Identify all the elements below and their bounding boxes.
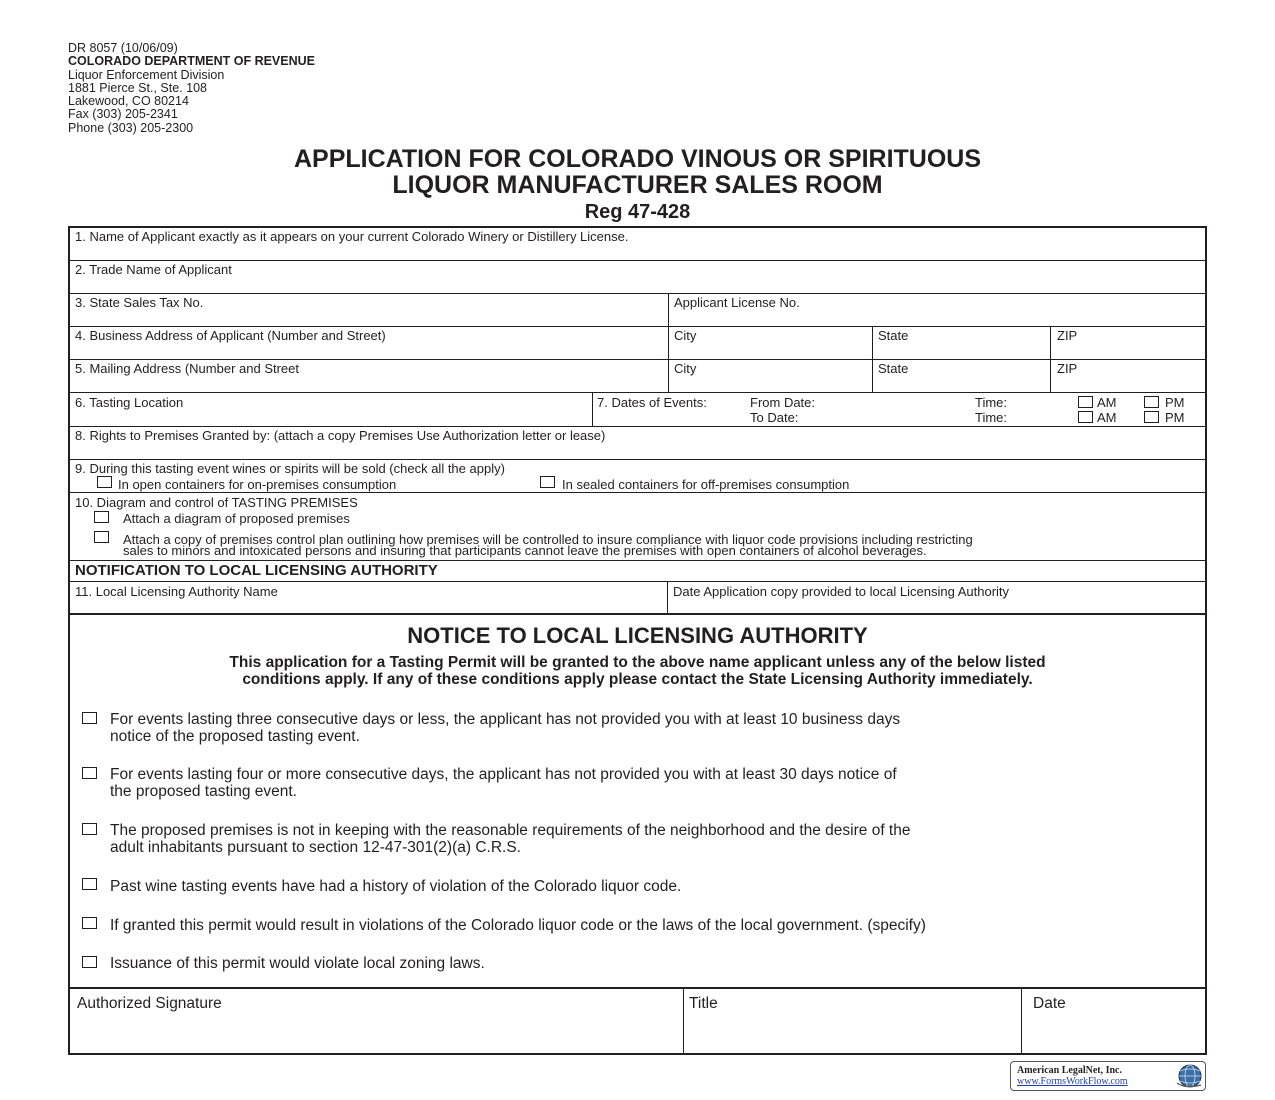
- globe-icon: [1175, 1063, 1203, 1089]
- business-city-label: City: [674, 328, 697, 343]
- from-pm-checkbox[interactable]: [1144, 396, 1159, 408]
- attach-plan-checkbox[interactable]: [94, 531, 109, 543]
- section-divider: [70, 987, 1205, 989]
- row-divider: [70, 293, 1205, 294]
- page-title-line-1: APPLICATION FOR COLORADO VINOUS OR SPIRITUOUS: [293, 145, 982, 173]
- condition-checkbox-3[interactable]: [82, 823, 97, 835]
- sealed-containers-label: In sealed containers for off-premises consumption: [562, 477, 850, 492]
- tasting-location-label: 6. Tasting Location: [75, 395, 184, 410]
- diagram-control-label: 10. Diagram and control of TASTING PREMISES: [75, 495, 358, 510]
- to-pm-label: PM: [1165, 410, 1185, 425]
- row-divider: [70, 392, 1205, 393]
- department-name: COLORADO DEPARTMENT OF REVENUE: [68, 54, 315, 69]
- sales-tax-label: 3. State Sales Tax No.: [75, 295, 204, 310]
- condition-1: [110, 711, 1197, 745]
- column-divider: [1021, 988, 1022, 1055]
- division-name: Liquor Enforcement Division: [68, 67, 225, 82]
- business-zip-label: ZIP: [1057, 328, 1078, 343]
- open-containers-checkbox[interactable]: [97, 476, 112, 488]
- from-time-label: Time:: [975, 395, 1008, 410]
- row-divider: [70, 492, 1205, 493]
- to-am-checkbox[interactable]: [1078, 411, 1093, 423]
- sealed-containers-checkbox[interactable]: [540, 476, 555, 488]
- form-number: DR 8057 (10/06/09): [68, 41, 178, 55]
- to-time-label: Time:: [975, 410, 1008, 425]
- business-state-label: State: [878, 328, 909, 343]
- notice-heading: NOTICE TO LOCAL LICENSING AUTHORITY: [407, 623, 868, 648]
- regulation-number: Reg 47-428: [584, 201, 691, 223]
- from-date-label: From Date:: [750, 395, 816, 410]
- premises-rights-label: 8. Rights to Premises Granted by: (attach a copy Premises Use Authorization letter or lease): [75, 428, 606, 443]
- application-form: [68, 226, 1207, 1055]
- american-legalnet-logo[interactable]: [1010, 1061, 1206, 1091]
- condition-2: [110, 766, 1197, 800]
- condition-checkbox-4[interactable]: [82, 878, 97, 890]
- attach-plan-label-line-2: sales to minors and intoxicated persons and insuring that participants cannot leave the premises with open containers of alcohol beverages.: [123, 543, 927, 558]
- condition-checkbox-2[interactable]: [82, 767, 97, 779]
- section-divider: [70, 613, 1205, 615]
- to-pm-checkbox[interactable]: [1144, 411, 1159, 423]
- applicant-name-label: 1. Name of Applicant exactly as it appears on your current Colorado Winery or Distillery License.: [75, 229, 629, 244]
- date-provided-label: Date Application copy provided to local Licensing Authority: [673, 584, 1010, 599]
- attach-diagram-label: Attach a diagram of proposed premises: [123, 511, 350, 526]
- sales-type-label: 9. During this tasting event wines or spirits will be sold (check all the apply): [75, 461, 505, 476]
- department-header: [68, 42, 315, 135]
- page-title-line-2: LIQUOR MANUFACTURER SALES ROOM: [392, 171, 883, 199]
- mailing-city-label: City: [674, 361, 697, 376]
- condition-checkbox-1[interactable]: [82, 712, 97, 724]
- column-divider: [667, 581, 668, 613]
- column-divider: [668, 293, 669, 392]
- phone-number: Phone (303) 205-2300: [68, 120, 194, 135]
- row-divider: [70, 359, 1205, 360]
- mailing-address-label: 5. Mailing Address (Number and Street: [75, 361, 299, 376]
- signature-date-label: Date: [1033, 995, 1066, 1012]
- row-divider: [70, 581, 1205, 582]
- license-number-label: Applicant License No.: [674, 295, 800, 310]
- fax-number: Fax (303) 205-2341: [68, 107, 178, 122]
- row-divider: [70, 560, 1205, 561]
- condition-checkbox-5[interactable]: [82, 917, 97, 929]
- authorized-signature-label: Authorized Signature: [77, 995, 222, 1012]
- address-line-2: Lakewood, CO 80214: [68, 94, 189, 109]
- to-date-label: To Date:: [750, 410, 799, 425]
- notice-intro-line-2: conditions apply. If any of these conditions apply please contact the State Licensing Authority immediately.: [242, 671, 1033, 688]
- condition-5: If granted this permit would result in violations of the Colorado liquor code or the laws of the local government. (specify): [110, 917, 926, 934]
- condition-3-line-1: The proposed premises is not in keeping with the reasonable requirements of the neighborhood and the desire of the: [110, 822, 911, 839]
- attach-plan-label-line-1: Attach a copy of premises control plan outlining how premises will be controlled to insure compliance with liquor code provisions including restricting: [123, 532, 973, 547]
- mailing-state-label: State: [878, 361, 909, 376]
- condition-4: Past wine tasting events have had a history of violation of the Colorado liquor code.: [110, 878, 682, 895]
- row-divider: [70, 459, 1205, 460]
- condition-6: Issuance of this permit would violate local zoning laws.: [110, 955, 485, 972]
- notice-intro: [80, 654, 1195, 688]
- column-divider: [872, 326, 873, 392]
- address-line-1: 1881 Pierce St., Ste. 108: [68, 80, 207, 95]
- condition-2-line-2: the proposed tasting event.: [110, 783, 297, 800]
- trade-name-label: 2. Trade Name of Applicant: [75, 262, 232, 277]
- attach-diagram-checkbox[interactable]: [94, 511, 109, 523]
- condition-3-line-2: adult inhabitants pursuant to section 12-47-301(2)(a) C.R.S.: [110, 839, 521, 856]
- row-divider: [70, 326, 1205, 327]
- local-authority-label: 11. Local Licensing Authority Name: [75, 584, 278, 599]
- notification-heading: NOTIFICATION TO LOCAL LICENSING AUTHORITY: [75, 562, 438, 579]
- logo-url-link[interactable]: www.FormsWorkFlow.com: [1017, 1076, 1128, 1087]
- event-dates-label: 7. Dates of Events:: [597, 395, 707, 410]
- mailing-zip-label: ZIP: [1057, 361, 1078, 376]
- condition-1-line-1: For events lasting three consecutive days or less, the applicant has not provided you with at least 10 business days: [110, 711, 901, 728]
- column-divider: [592, 392, 593, 426]
- to-am-label: AM: [1097, 410, 1117, 425]
- from-am-checkbox[interactable]: [1078, 396, 1093, 408]
- from-pm-label: PM: [1165, 395, 1185, 410]
- row-divider: [70, 260, 1205, 261]
- notice-intro-line-1: This application for a Tasting Permit will be granted to the above name applicant unless any of the below listed: [229, 654, 1046, 671]
- condition-3: [110, 822, 1197, 856]
- condition-2-line-1: For events lasting four or more consecutive days, the applicant has not provided you with at least 30 days notice of: [110, 766, 897, 783]
- open-containers-label: In open containers for on-premises consumption: [118, 477, 397, 492]
- signature-title-label: Title: [689, 995, 718, 1012]
- condition-checkbox-6[interactable]: [82, 956, 97, 968]
- column-divider: [683, 988, 684, 1055]
- row-divider: [70, 426, 1205, 427]
- column-divider: [1050, 326, 1051, 392]
- condition-1-line-2: notice of the proposed tasting event.: [110, 728, 360, 745]
- logo-company-name: American LegalNet, Inc.: [1017, 1065, 1122, 1076]
- business-address-label: 4. Business Address of Applicant (Number and Street): [75, 328, 386, 343]
- from-am-label: AM: [1097, 395, 1117, 410]
